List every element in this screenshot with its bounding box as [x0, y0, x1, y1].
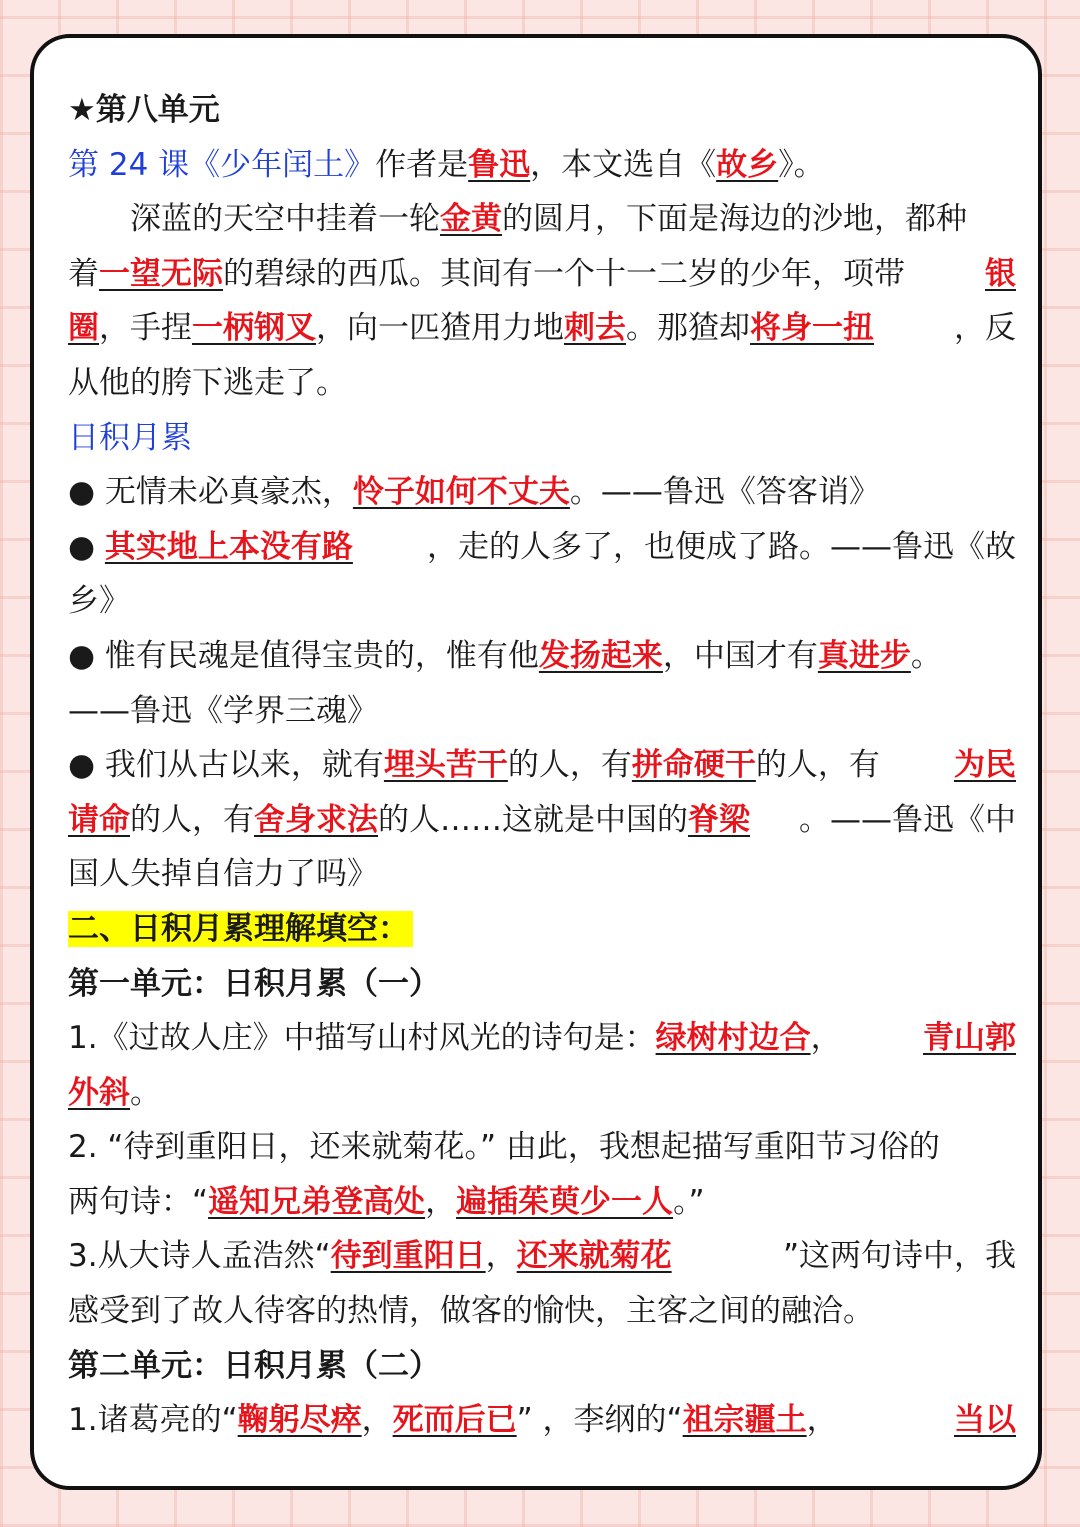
passage-line [68, 356, 1016, 411]
passage-line [68, 301, 1016, 356]
fill-answer: 鞠躬尽瘁 [237, 1402, 362, 1439]
fill-answer: 青山郭 [923, 1020, 1016, 1057]
highlighted-heading: 二、日积月累理解填空： [68, 911, 413, 947]
text: 的碧绿的西瓜。其间有一个十一二岁的少年，项带 [223, 255, 905, 292]
text: 的人……这就是中国的 [378, 801, 688, 838]
fill-answer: 银 [985, 255, 1016, 292]
text: 2. “待到重阳日，还来就菊花。” 由此，我想起描写重阳节习俗的 [68, 1129, 940, 1166]
text: 。” [673, 1183, 705, 1220]
fill-answer: 还来就菊花 [516, 1238, 672, 1275]
unit-subheading [68, 957, 1016, 1012]
fill-answer: 其实地上本没有路 [104, 528, 353, 565]
fill-answer: 埋头苦干 [383, 747, 508, 784]
text: 。——鲁迅《中 [799, 801, 1016, 838]
text: 从他的胯下逃走了。 [68, 364, 347, 401]
passage-line [68, 247, 1016, 302]
quote-item [68, 738, 1016, 793]
text: 感受到了故人待客的热情，做客的愉快，主客之间的融洽。 [68, 1293, 874, 1330]
quote-item-cont [68, 847, 1016, 902]
section-heading-text: 日积月累 [68, 419, 192, 456]
text: 。那猹却 [626, 310, 750, 347]
lesson-title: 第 24 课《少年闰土》 [68, 146, 376, 183]
fill-answer: 刺去 [564, 310, 626, 347]
question-item [68, 1229, 1016, 1284]
text: ， [810, 1020, 842, 1057]
document-body [68, 83, 1016, 1448]
fill-answer: 外斜 [68, 1074, 130, 1111]
fill-answer: 故乡 [716, 146, 779, 183]
part-heading [68, 902, 1016, 957]
fill-answer: 圈 [68, 310, 99, 347]
text: ——鲁迅《学界三魂》 [68, 692, 378, 729]
text: 》。 [778, 146, 825, 183]
fill-answer: 舍身求法 [254, 801, 378, 838]
text: 的人，有 [130, 801, 254, 838]
text: ，反 [954, 310, 1016, 347]
fill-answer: 待到重阳日 [330, 1238, 486, 1275]
text: ， [425, 1183, 457, 1220]
text: ，本文选自《 [530, 146, 717, 183]
question-item [68, 1011, 1016, 1066]
quote-item-cont [68, 793, 1016, 848]
unit-subheading [68, 1339, 1016, 1394]
fill-answer: 鲁迅 [468, 146, 531, 183]
unit-heading-text: ★第八单元 [68, 92, 220, 128]
text: ，向一匹猹用力地 [316, 310, 564, 347]
fill-answer: 一望无际 [99, 255, 223, 292]
fill-answer: 遥知兄弟登高处 [208, 1183, 426, 1220]
question-item [68, 1120, 1016, 1175]
text: ，走的人多了，也便成了路。——鲁迅《故 [427, 528, 1016, 565]
unit-subheading-text: 第一单元：日积月累（一） [68, 965, 440, 1002]
text: 乡》 [68, 583, 130, 620]
text: 。 [130, 1074, 161, 1111]
fill-answer: 将身一扭 [750, 310, 874, 347]
text: 的圆月，下面是海边的沙地，都种 [502, 201, 967, 238]
question-item-cont [68, 1284, 1016, 1339]
text: 两句诗：“ [68, 1183, 209, 1220]
section-heading [68, 411, 1016, 466]
fill-answer: 发扬起来 [538, 637, 663, 674]
text: 国人失掉自信力了吗》 [68, 856, 378, 893]
text: 3.从大诗人孟浩然“ [68, 1238, 331, 1275]
text: 。——鲁迅《答客诮》 [569, 474, 880, 511]
passage-line [68, 192, 1016, 247]
unit-heading [68, 83, 1016, 138]
text: ”这两句诗中，我 [782, 1238, 1016, 1275]
text: ● 惟有民魂是值得宝贵的，惟有他 [68, 637, 539, 674]
fill-answer: 请命 [68, 801, 130, 838]
quote-item [68, 465, 1016, 520]
text: ， [361, 1402, 393, 1439]
fill-answer: 当以 [954, 1402, 1016, 1439]
text: 1.诸葛亮的“ [68, 1402, 238, 1439]
fill-answer: 金黄 [440, 201, 502, 238]
text: ● [68, 528, 105, 565]
fill-answer: 祖宗疆土 [682, 1402, 807, 1439]
text: ， [485, 1238, 517, 1275]
fill-answer: 遍插茱萸少一人 [456, 1183, 674, 1220]
quote-item-cont [68, 574, 1016, 629]
fill-answer: 拼命硬干 [631, 747, 756, 784]
fill-answer: 怜子如何不丈夫 [352, 474, 570, 511]
question-item [68, 1393, 1016, 1448]
text: 作者是 [375, 146, 469, 183]
content-card [30, 34, 1042, 1490]
quote-item [68, 629, 1016, 684]
text: 。 [910, 637, 942, 674]
quote-item-cont [68, 684, 1016, 739]
text: 深蓝的天空中挂着一轮 [130, 201, 440, 238]
unit-subheading-text: 第二单元：日积月累（二） [68, 1347, 440, 1384]
question-item-cont [68, 1175, 1016, 1230]
fill-answer: 死而后已 [392, 1402, 517, 1439]
question-item-cont [68, 1066, 1016, 1121]
fill-answer: 一柄钢叉 [192, 310, 316, 347]
text: 1.《过故人庄》中描写山村风光的诗句是： [68, 1020, 656, 1057]
text: ，手捏 [99, 310, 192, 347]
quote-item [68, 520, 1016, 575]
fill-answer: 绿树村边合 [655, 1020, 811, 1057]
text: 的人，有 [507, 747, 632, 784]
text: ● 我们从古以来，就有 [68, 747, 384, 784]
lesson-title-line [68, 138, 1016, 193]
text: ● 无情未必真豪杰， [68, 474, 353, 511]
text: ” ，李纲的“ [516, 1402, 683, 1439]
fill-answer: 真进步 [817, 637, 911, 674]
text: ，中国才有 [662, 637, 818, 674]
text: 着 [68, 255, 99, 292]
text: ， [806, 1402, 838, 1439]
fill-answer: 为民 [954, 747, 1016, 784]
fill-answer: 脊梁 [688, 801, 750, 838]
text: 的人，有 [755, 747, 880, 784]
